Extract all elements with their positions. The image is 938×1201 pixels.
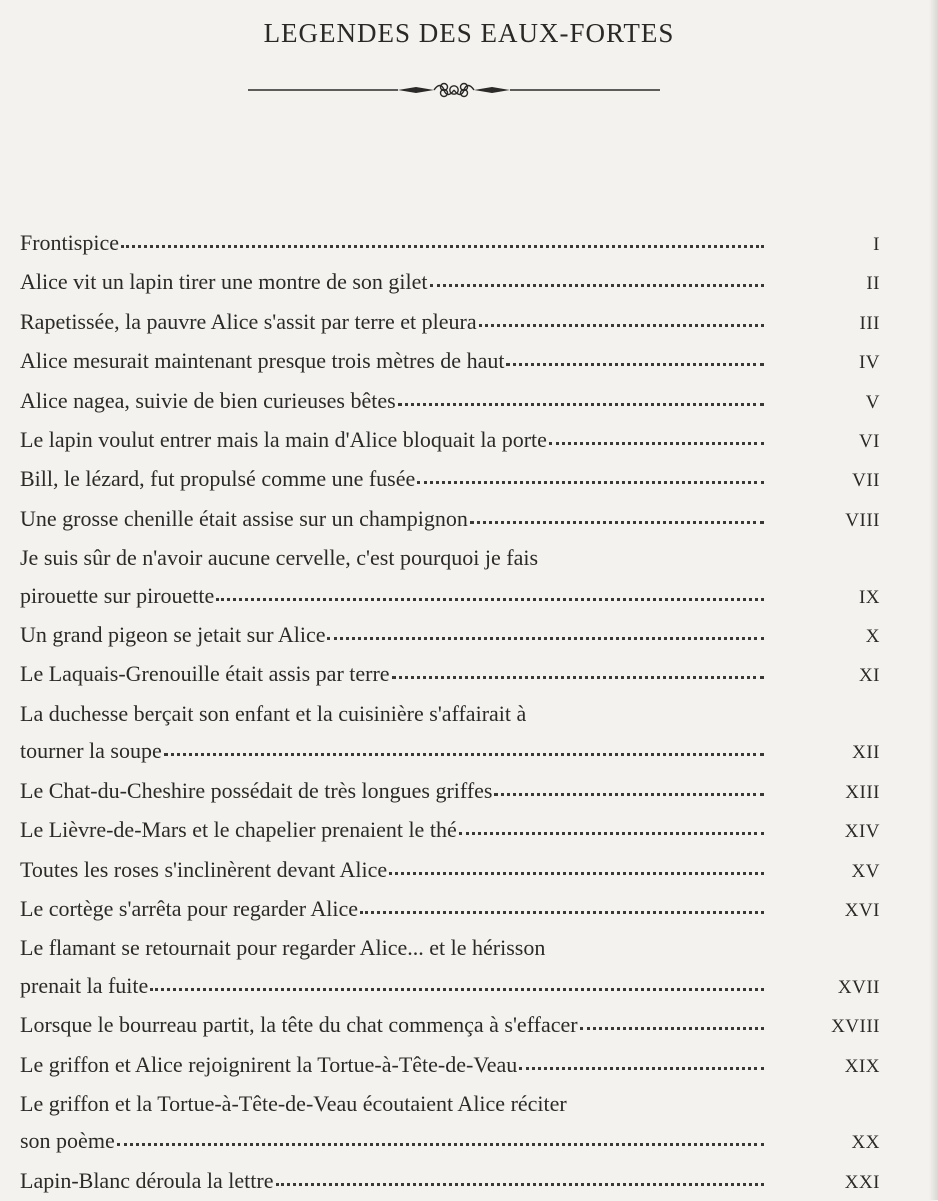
toc-entry-text: Bill, le lézard, fut propulsé comme une fusée bbox=[20, 466, 416, 492]
plate-number: XVII bbox=[837, 976, 880, 998]
toc-entry-text: Alice nagea, suivie de bien curieuses bêtes bbox=[20, 387, 396, 413]
toc-entry-text: Le lapin voulut entrer mais la main d'Alice bloquait la porte bbox=[20, 427, 547, 453]
toc-entry bbox=[20, 539, 880, 616]
plate-number: II bbox=[866, 273, 880, 295]
toc-entry bbox=[20, 929, 880, 1006]
dot-leader bbox=[360, 910, 764, 914]
dot-leader bbox=[430, 283, 764, 287]
toc-entry-text: Le griffon et Alice rejoignirent la Tortue-à-Tête-de-Veau bbox=[20, 1051, 518, 1077]
toc-entry bbox=[20, 811, 880, 850]
page-edge bbox=[929, 0, 938, 1200]
dot-leader bbox=[121, 244, 764, 248]
toc-entry-text: Toutes les roses s'inclinèrent devant Alice bbox=[20, 856, 388, 882]
plate-number: I bbox=[873, 234, 880, 255]
toc-entry-text: Le Laquais-Grenouille était assis par terre bbox=[20, 661, 390, 687]
toc-entry-text: Une grosse chenille était assise sur un champignon bbox=[20, 505, 468, 531]
toc-entry-text: Rapetissée, la pauvre Alice s'assit par terre et pleura bbox=[20, 308, 477, 334]
toc-entry bbox=[20, 382, 880, 421]
dot-leader bbox=[216, 597, 764, 601]
plate-number: XI bbox=[858, 665, 880, 687]
plate-number: VI bbox=[858, 431, 880, 453]
toc-entry bbox=[20, 263, 880, 302]
toc-entry-text: Frontispice bbox=[20, 230, 119, 255]
dot-leader bbox=[327, 636, 764, 640]
toc-entry bbox=[20, 342, 880, 381]
toc-entry bbox=[20, 1162, 880, 1201]
toc-entry bbox=[20, 655, 880, 694]
dot-leader bbox=[117, 1142, 764, 1146]
dot-leader bbox=[150, 987, 764, 991]
toc-entry-text: Alice vit un lapin tirer une montre de son gilet bbox=[20, 269, 428, 295]
toc-entry bbox=[20, 890, 880, 929]
plate-number: VIII bbox=[845, 509, 880, 531]
dot-leader bbox=[276, 1182, 765, 1186]
dot-leader bbox=[398, 402, 764, 406]
toc-entry-text: Le cortège s'arrêta pour regarder Alice bbox=[20, 895, 359, 921]
toc-entry-text: Le Lièvre-de-Mars et le chapelier prenaient le thé bbox=[20, 817, 457, 843]
toc-entry-text: Le Chat-du-Cheshire possédait de très longues griffes bbox=[20, 777, 493, 803]
dot-leader bbox=[459, 831, 764, 835]
table-of-contents bbox=[20, 224, 880, 1201]
plate-number: IV bbox=[858, 352, 880, 374]
toc-entry bbox=[20, 500, 880, 539]
toc-entry-text: Alice mesurait maintenant presque trois mètres de haut bbox=[20, 348, 505, 374]
toc-entry-text: Lorsque le bourreau partit, la tête du chat commença à s'effacer bbox=[20, 1012, 578, 1038]
plate-number: XIV bbox=[844, 821, 880, 843]
toc-entry-text-line1: Je suis sûr de n'avoir aucune cervelle, c'est pourquoi je fais bbox=[20, 545, 539, 571]
plate-number: X bbox=[865, 626, 880, 648]
dot-leader bbox=[164, 752, 764, 756]
toc-entry bbox=[20, 460, 880, 499]
toc-entry-text: Lapin-Blanc déroula la lettre bbox=[20, 1167, 274, 1193]
plate-number: V bbox=[865, 391, 880, 413]
plate-number: VII bbox=[852, 470, 880, 492]
ornament-divider-icon bbox=[248, 80, 660, 100]
dot-leader bbox=[479, 323, 764, 327]
toc-entry bbox=[20, 1006, 880, 1045]
toc-entry-text-line1: Le flamant se retournait pour regarder Alice... et le hérisson bbox=[20, 935, 546, 961]
dot-leader bbox=[494, 792, 764, 796]
toc-entry-text: son poème bbox=[20, 1128, 115, 1154]
toc-entry-text: tourner la soupe bbox=[20, 738, 162, 764]
plate-number: XVI bbox=[844, 899, 880, 921]
plate-number: XVIII bbox=[831, 1016, 880, 1038]
dot-leader bbox=[519, 1066, 764, 1070]
plate-number: XIX bbox=[844, 1055, 880, 1077]
toc-entry-text: Un grand pigeon se jetait sur Alice bbox=[20, 622, 326, 648]
toc-entry-text: pirouette sur pirouette bbox=[20, 582, 215, 608]
plate-number: III bbox=[859, 312, 880, 334]
dot-leader bbox=[389, 871, 764, 875]
toc-entry bbox=[20, 1085, 880, 1162]
dot-leader bbox=[417, 480, 764, 484]
toc-entry bbox=[20, 851, 880, 890]
toc-entry-text-line1: La duchesse berçait son enfant et la cuisinière s'affairait à bbox=[20, 700, 527, 726]
dot-leader bbox=[392, 675, 764, 679]
dot-leader bbox=[580, 1026, 764, 1030]
plate-number: XIII bbox=[845, 781, 880, 803]
toc-entry bbox=[20, 303, 880, 342]
toc-entry bbox=[20, 421, 880, 460]
plate-number: XV bbox=[851, 860, 880, 882]
plate-number: XX bbox=[851, 1132, 880, 1154]
plate-number: IX bbox=[858, 586, 880, 608]
toc-entry bbox=[20, 224, 880, 263]
toc-entry bbox=[20, 616, 880, 655]
dot-leader bbox=[470, 520, 764, 524]
toc-entry bbox=[20, 695, 880, 772]
toc-entry bbox=[20, 1046, 880, 1085]
plate-number: XII bbox=[852, 742, 880, 764]
page-title: LEGENDES DES EAUX-FORTES bbox=[263, 18, 675, 48]
toc-entry-text: prenait la fuite bbox=[20, 972, 149, 998]
dot-leader bbox=[506, 362, 764, 366]
toc-entry-text-line1: Le griffon et la Tortue-à-Tête-de-Veau écoutaient Alice réciter bbox=[20, 1090, 567, 1116]
dot-leader bbox=[549, 441, 764, 445]
plate-number: XXI bbox=[844, 1171, 880, 1193]
toc-entry bbox=[20, 772, 880, 811]
